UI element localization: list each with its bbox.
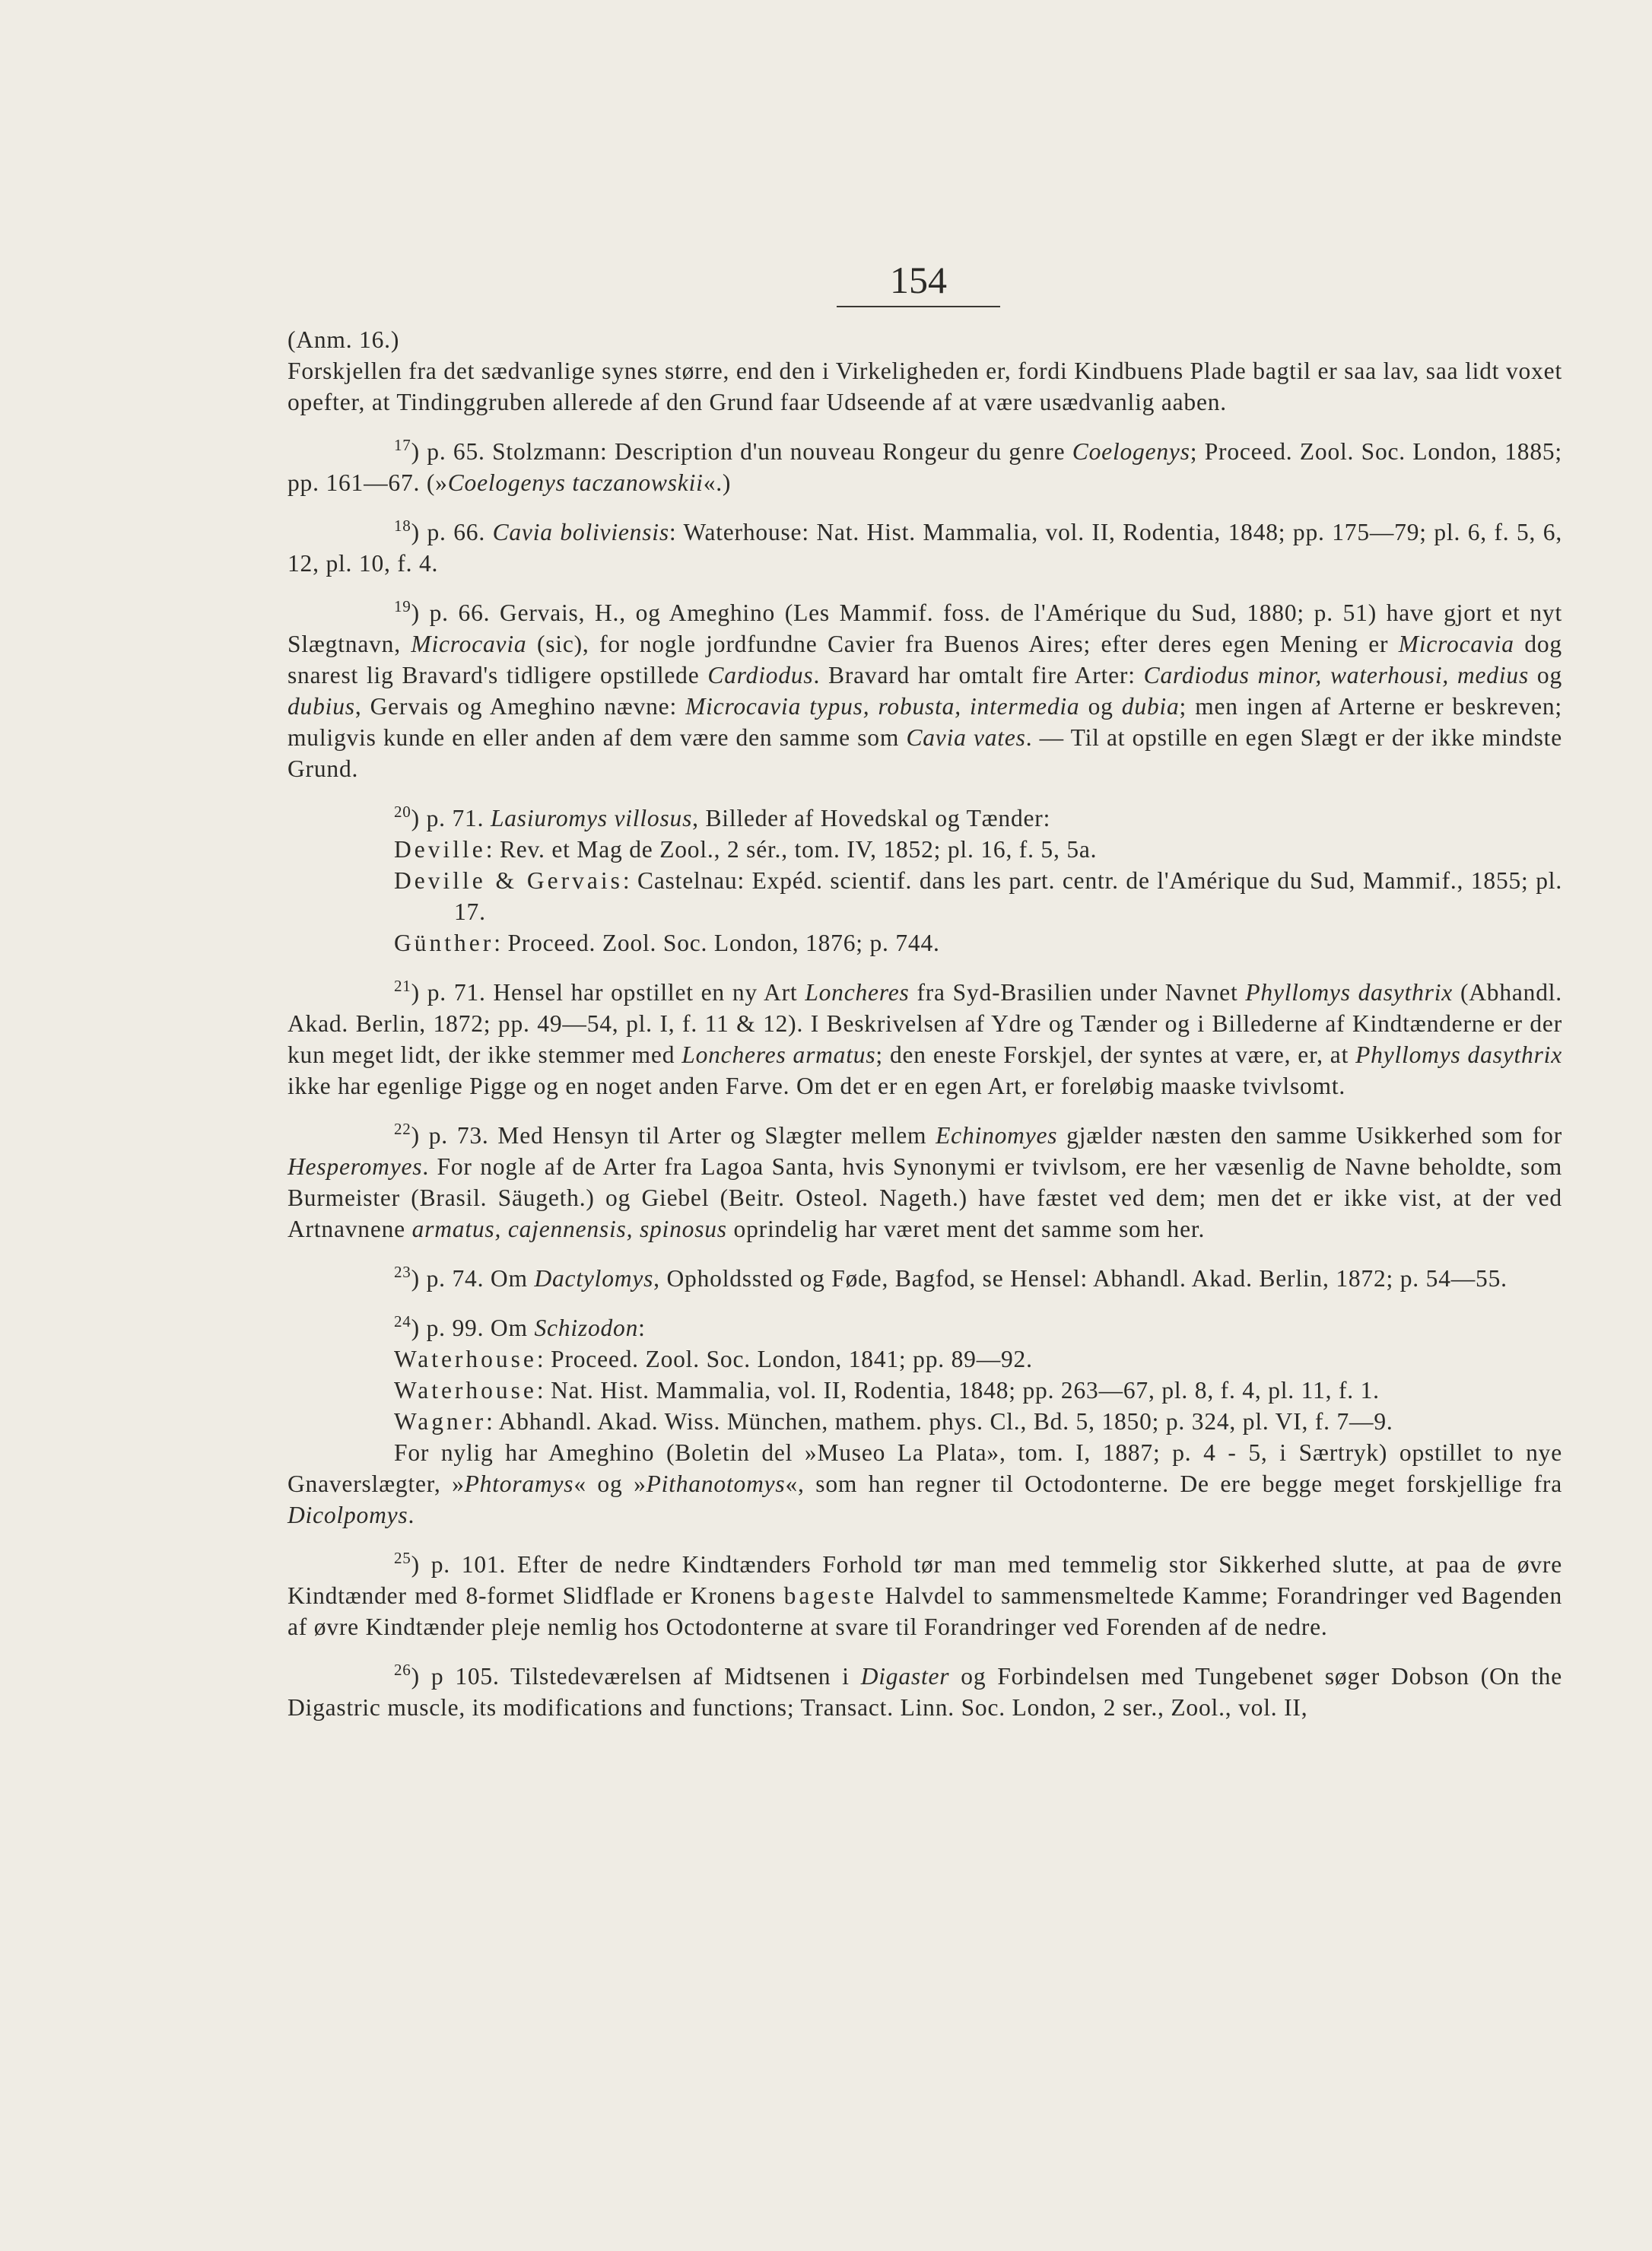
continuation-paragraph: Forskjellen fra det sædvanlige synes større, end den i Virkeligheden er, fordi Kindbuens Plade bagtil er saa lav, saa lidt voxet opefter, at Tindinggruben allerede af den Grund faar Udseende af at være usædvanlig aaben. — [288, 358, 1562, 415]
footnotes-body — [288, 324, 1562, 1723]
footnote-number: 18 — [394, 517, 411, 535]
footnote-20-reference: Deville & Gervais: Castelnau: Expéd. scientif. dans les part. centr. de l'Amérique du Sud, Mammif., 1855; pl. 17. — [394, 867, 1562, 925]
footnote-number: 25 — [394, 1549, 411, 1567]
footnote-17: $^{17}$) p. 65. Stolzmann: Description d'un nouveau Rongeur du genre Coelogenys; Proceed. Zool. Soc. London, 1885; pp. 161—67. (»Coelogenys taczanowskii«.) — [288, 436, 1562, 496]
footnote-24-reference: Waterhouse: Nat. Hist. Mammalia, vol. II, Rodentia, 1848; pp. 263—67, pl. 8, f. 4, pl. 11, f. 1. — [394, 1377, 1380, 1404]
footnote-number: 22 — [394, 1120, 411, 1138]
footnote-number: 26 — [394, 1661, 411, 1679]
footnote-24-reference: Waterhouse: Proceed. Zool. Soc. London, 1841; pp. 89—92. — [394, 1346, 1033, 1372]
continuation-label: (Anm. 16.) — [288, 326, 400, 353]
footnote-number: 24 — [394, 1312, 411, 1331]
footnote-number: 23 — [394, 1263, 411, 1281]
footnote-number: 19 — [394, 597, 411, 615]
footnote-20-reference: Günther: Proceed. Zool. Soc. London, 1876; p. 744. — [394, 930, 940, 956]
footnote-number: 20 — [394, 803, 411, 821]
footnote-20: $^{20}$) p. 71. Lasiuromys villosus, Billeder af Hovedskal og Tænder: — [394, 803, 1051, 831]
page-number: 154 — [837, 257, 1000, 307]
footnote-25: $^{25}$) p. 101. Efter de nedre Kindtænders Forhold tør man med temmelig stor Sikkerhed slutte, at paa de øvre Kindtænder med 8-formet Slidflade er Kronens bageste Halvdel to sammensmeltede Kamme; Forandringer ved Bagenden af øvre Kindtænder pleje nemlig hos Octodonterne at svare til Forandringer ved Forenden af de nedre. — [288, 1549, 1562, 1640]
footnote-number: 17 — [394, 436, 411, 454]
footnote-23: $^{23}$) p. 74. Om Dactylomys, Opholdssted og Føde, Bagfod, se Hensel: Abhandl. Akad. Berlin, 1872; p. 54—55. — [394, 1263, 1507, 1292]
footnote-22: $^{22}$) p. 73. Med Hensyn til Arter og Slægter mellem Echinomyes gjælder næsten den samme Usikkerhed som for Hesperomyes. For nogle af de Arter fra Lagoa Santa, hvis Synonymi er tvivlsom, ere her væsenlig de Navne beholdte, som Burmeister (Brasil. Säugeth.) og Giebel (Beitr. Osteol. Nageth.) have fæstet ved dem; men det er ikke vist, at der ved Artnavnene armatus, cajennensis, spinosus oprindelig har været ment det samme som her. — [288, 1120, 1563, 1242]
footnote-20-reference: Deville: Rev. et Mag de Zool., 2 sér., tom. IV, 1852; pl. 16, f. 5, 5a. — [394, 836, 1098, 863]
footnote-24-reference: Wagner: Abhandl. Akad. Wiss. München, mathem. phys. Cl., Bd. 5, 1850; p. 324, pl. VI, f. 7—9. — [394, 1408, 1393, 1435]
footnote-18: $^{18}$) p. 66. Cavia boliviensis: Waterhouse: Nat. Hist. Mammalia, vol. II, Rodentia, 1848; pp. 175—79; pl. 6, f. 5, 6, 12, pl. 10, f. 4. — [288, 517, 1562, 577]
footnote-24-paragraph: For nylig har Ameghino (Boletin del »Museo La Plata», tom. I, 1887; p. 4 - 5, i Særtryk) opstillet to nye Gnaverslægter, »Phtoramys« og »Pithanotomys«, som han regner til Octodonterne. De ere begge meget forskjellige fra Dicolpomys. — [288, 1439, 1562, 1528]
footnote-24: $^{24}$) p. 99. Om Schizodon: — [394, 1312, 646, 1341]
footnote-19: $^{19}$) p. 66. Gervais, H., og Ameghino (Les Mammif. foss. de l'Amérique du Sud, 1880; p. 51) have gjort et nyt Slægtnavn, Microcavia (sic), for nogle jordfundne Cavier fra Buenos Aires; efter deres egen Mening er Microcavia dog snarest lig Bravard's tidligere opstillede Cardiodus. Bravard har omtalt fire Arter: Cardiodus minor, waterhousi, medius og dubius, Gervais og Ameghino nævne: Microcavia typus, robusta, intermedia og dubia; men ingen af Arterne er beskreven; muligvis kunde en eller anden af dem være den samme som Cavia vates. — Til at opstille en egen Slægt er der ikke mindste Grund. — [288, 597, 1563, 782]
footnote-number: 21 — [394, 977, 411, 995]
footnote-21: $^{21}$) p. 71. Hensel har opstillet en ny Art Loncheres fra Syd-Brasilien under Navnet Phyllomys dasythrix (Abhandl. Akad. Berlin, 1872; pp. 49—54, pl. I, f. 11 & 12). I Beskrivelsen af Ydre og Tænder og i Billederne af Kindtænderne er der kun meget lidt, der ikke stemmer med Loncheres armatus; den eneste Forskjel, der syntes at være, er, at Phyllomys dasythrix ikke har egenlige Pigge og en noget anden Farve. Om det er en egen Art, er foreløbig maaske tvivlsomt. — [288, 977, 1562, 1099]
footnote-26: $^{26}$) p 105. Tilstedeværelsen af Midtsenen i Digaster og Forbindelsen med Tungebenet søger Dobson (On the Digastric muscle, its modifications and functions; Transact. Linn. Soc. London, 2 ser., Zool., vol. II, — [288, 1661, 1562, 1721]
